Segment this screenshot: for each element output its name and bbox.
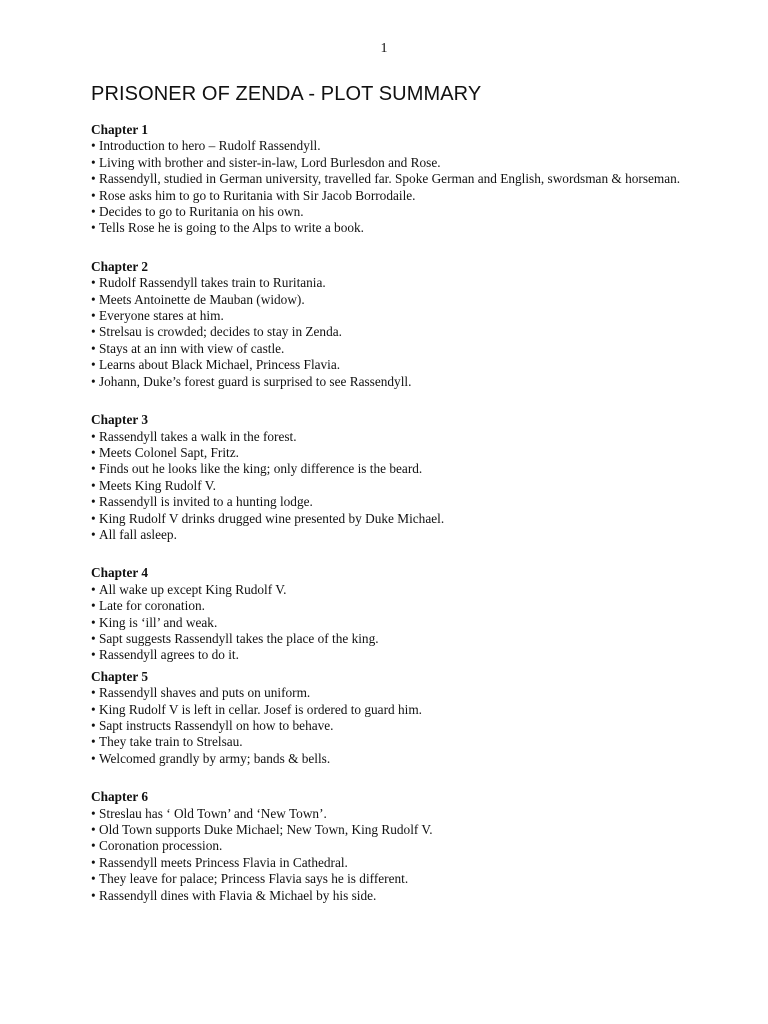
chapter-heading: Chapter 3 — [91, 412, 149, 428]
chapter-bullet-list — [91, 806, 691, 904]
list-item: • Johann, Duke’s forest guard is surprised to see Rassendyll. — [91, 374, 691, 390]
chapter-1 — [91, 122, 691, 237]
list-item: • Rassendyll agrees to do it. — [91, 647, 691, 663]
chapter-4 — [91, 565, 691, 663]
chapter-heading: Chapter 4 — [91, 565, 149, 581]
list-item: • Stays at an inn with view of castle. — [91, 341, 691, 357]
list-item: • Sapt instructs Rassendyll on how to behave. — [91, 718, 691, 734]
document-title: PRISONER OF ZENDA - PLOT SUMMARY — [91, 83, 482, 105]
list-item: • Introduction to hero – Rudolf Rassendyll. — [91, 138, 691, 154]
chapter-bullet-list — [91, 685, 691, 767]
chapter-3 — [91, 412, 691, 543]
list-item: • Rassendyll dines with Flavia & Michael by his side. — [91, 888, 691, 904]
chapter-5 — [91, 669, 691, 767]
list-item: • They leave for palace; Princess Flavia says he is different. — [91, 871, 691, 887]
list-item: • Decides to go to Ruritania on his own. — [91, 204, 691, 220]
chapter-heading: Chapter 6 — [91, 789, 149, 805]
list-item: • Learns about Black Michael, Princess Flavia. — [91, 357, 691, 373]
list-item: • Finds out he looks like the king; only difference is the beard. — [91, 461, 691, 477]
list-item: • They take train to Strelsau. — [91, 734, 691, 750]
chapter-heading: Chapter 5 — [91, 668, 149, 684]
list-item: • Rassendyll is invited to a hunting lodge. — [91, 494, 691, 510]
list-item: • King Rudolf V is left in cellar. Josef is ordered to guard him. — [91, 702, 691, 718]
list-item: • Rassendyll takes a walk in the forest. — [91, 429, 691, 445]
list-item: • Strelsau is crowded; decides to stay in Zenda. — [91, 324, 691, 340]
list-item: • King Rudolf V drinks drugged wine presented by Duke Michael. — [91, 511, 691, 527]
list-item: • Meets Colonel Sapt, Fritz. — [91, 445, 691, 461]
chapter-bullet-list — [91, 429, 691, 544]
list-item: • Meets King Rudolf V. — [91, 478, 691, 494]
list-item: • Tells Rose he is going to the Alps to write a book. — [91, 220, 691, 236]
chapter-bullet-list — [91, 275, 691, 390]
chapter-bullet-list — [91, 138, 691, 236]
chapter-heading: Chapter 2 — [91, 258, 149, 274]
list-item: • Meets Antoinette de Mauban (widow). — [91, 292, 691, 308]
chapter-6 — [91, 789, 691, 904]
chapter-heading: Chapter 1 — [91, 122, 149, 137]
list-item: • Sapt suggests Rassendyll takes the place of the king. — [91, 631, 691, 647]
list-item: • Rudolf Rassendyll takes train to Ruritania. — [91, 275, 691, 291]
list-item: • Streslau has ‘ Old Town’ and ‘New Town’. — [91, 806, 691, 822]
list-item: • Late for coronation. — [91, 598, 691, 614]
list-item: • King is ‘ill’ and weak. — [91, 615, 691, 631]
document-body — [91, 122, 691, 904]
list-item: • Coronation procession. — [91, 838, 691, 854]
list-item: • Everyone stares at him. — [91, 308, 691, 324]
list-item: • All wake up except King Rudolf V. — [91, 582, 691, 598]
chapter-2 — [91, 259, 691, 390]
list-item: • All fall asleep. — [91, 527, 691, 543]
list-item: • Living with brother and sister-in-law, Lord Burlesdon and Rose. — [91, 155, 691, 171]
list-item: • Rassendyll, studied in German university, travelled far. Spoke German and English, swordsman & horseman. — [91, 171, 691, 187]
list-item: • Old Town supports Duke Michael; New Town, King Rudolf V. — [91, 822, 691, 838]
page-number: 1 — [380, 41, 388, 56]
list-item: • Rassendyll meets Princess Flavia in Cathedral. — [91, 855, 691, 871]
list-item: • Rose asks him to go to Ruritania with Sir Jacob Borrodaile. — [91, 188, 691, 204]
list-item: • Welcomed grandly by army; bands & bells. — [91, 751, 691, 767]
chapter-bullet-list — [91, 582, 691, 664]
list-item: • Rassendyll shaves and puts on uniform. — [91, 685, 691, 701]
